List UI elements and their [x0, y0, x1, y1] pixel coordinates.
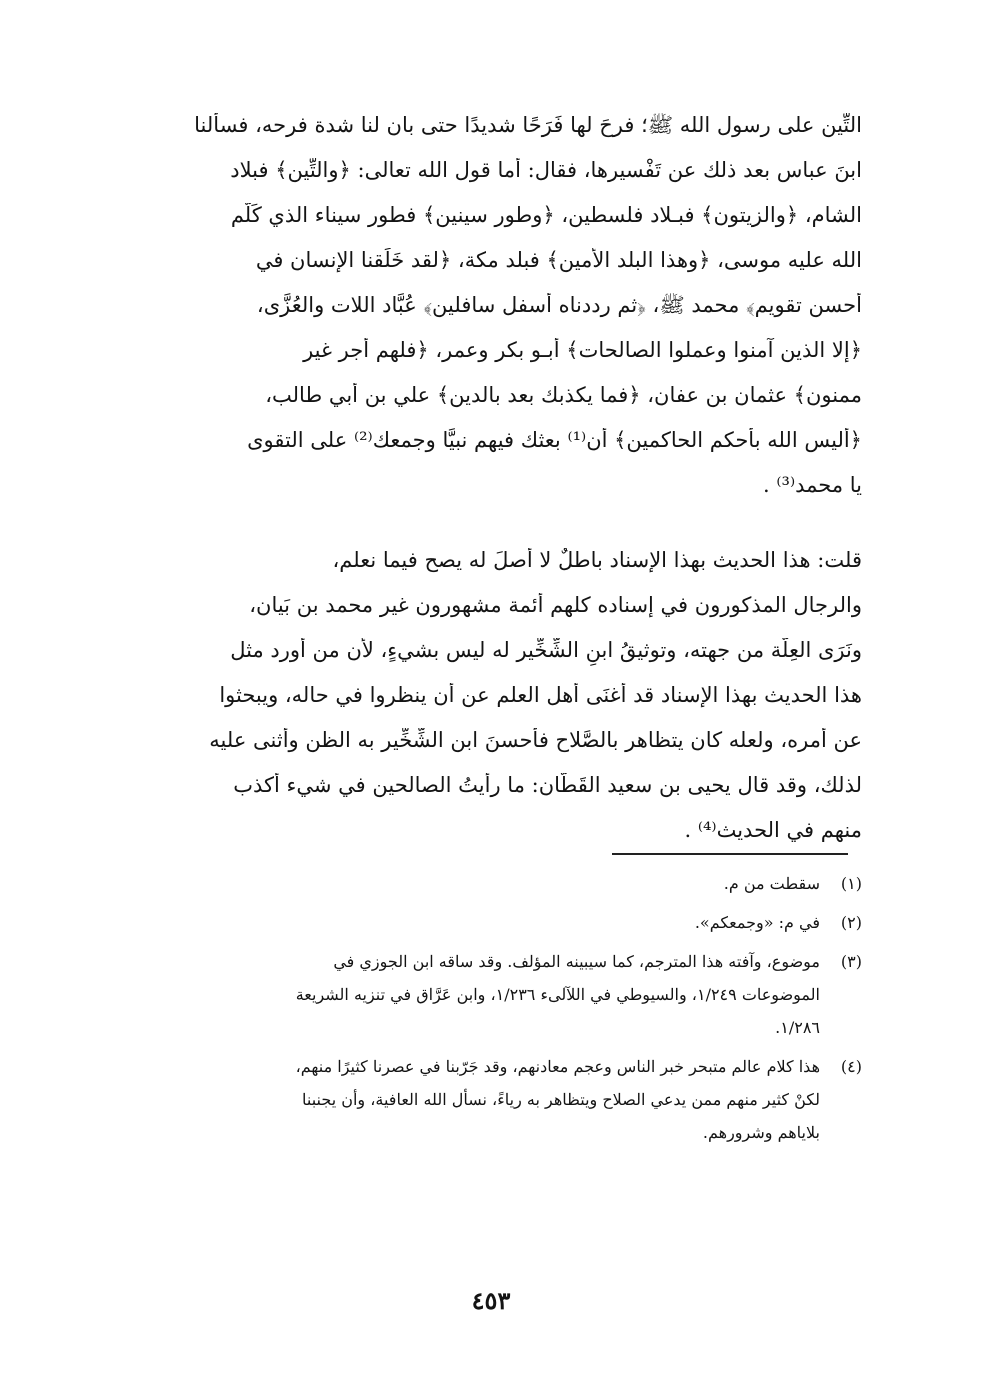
- text-line: والرجال المذكورون في إسناده كلهم أئمة مشهورون غير محمد بن بَيان،: [249, 593, 862, 617]
- footnote-number: (٢): [840, 913, 862, 932]
- footnote-1: [136, 872, 862, 905]
- paragraph-hadith-narration: [130, 113, 862, 518]
- text-line: التِّين على رسول الله ﷺ؛ فرحَ لها فَرَحًا شديدًا حتى بان لنا شدة فرحه، فسألنا: [194, 113, 862, 137]
- text-line: عن أمره، ولعله كان يتظاهر بالصَّلاح فأحسنَ ابن الشِّخِّير به الظن وأثنى عليه: [209, 728, 862, 752]
- paragraph-author-comment: [130, 548, 862, 863]
- footnote-line: موضوع، وآفته هذا المترجم، كما سيبينه المؤلف. وقد ساقه ابن الجوزي في: [333, 952, 820, 971]
- footnote-2: [136, 911, 862, 944]
- footnotes: [136, 872, 862, 1160]
- footnote-number: (١): [840, 874, 862, 893]
- footnote-line: هذا كلام عالم متبحر خبر الناس وعجم معادنهم، وقد جَرّبنا في عصرنا كثيرًا منهم،: [295, 1057, 820, 1076]
- text-line: الشام، ﴿والزيتون﴾ فبـلاد فلسطين، ﴿وطور سينين﴾ فطور سيناء الذي كَلَّم: [230, 203, 862, 227]
- text-line: قلت: هذا الحديث بهذا الإسناد باطلٌ لا أصلَ له يصح فيما نعلم،: [332, 548, 862, 572]
- footnote-number: (٤): [840, 1057, 862, 1076]
- text-line: منهم في الحديث⁽⁴⁾ .: [684, 818, 862, 842]
- text-line: يا محمد⁽³⁾ .: [763, 473, 862, 497]
- footnote-separator: [612, 853, 848, 855]
- footnote-3: [136, 950, 862, 1049]
- text-line: هذا الحديث بهذا الإسناد قد أغنَى أهل العلم عن أن ينظروا في حاله، ويبحثوا: [219, 683, 862, 707]
- footnote-line: في م: «وجمعكم».: [694, 913, 820, 932]
- footnote-line: لكنْ كثير منهم ممن يدعي الصلاح ويتظاهر به رياءً، نسأل الله العافية، وأن يجنبنا: [302, 1090, 820, 1109]
- text-line: ﴿أليس الله بأحكم الحاكمين﴾ أن⁽¹⁾ بعثك فيهم نبيًّا وجمعك⁽²⁾ على التقوى: [247, 428, 862, 452]
- footnote-4: [136, 1055, 862, 1154]
- page-number: ٤٥٣: [471, 1286, 511, 1315]
- footnote-line: ١/٢٨٦.: [775, 1018, 820, 1037]
- text-line: ﴿إلا الذين آمنوا وعملوا الصالحات﴾ أبـو بكر وعمر، ﴿فلهم أجر غير: [303, 338, 862, 362]
- text-line: لذلك، وقد قال يحيى بن سعيد القَطَّان: ما رأيتُ الصالحين في شيء أكذب: [233, 773, 862, 797]
- text-line: ممنون﴾ عثمان بن عفان، ﴿فما يكذبك بعد بالدين﴾ علي بن أبي طالب،: [265, 383, 862, 407]
- footnote-number: (٣): [840, 952, 862, 971]
- footnote-line: سقطت من م.: [723, 874, 820, 893]
- text-line: أحسن تقويم﴾ محمد ﷺ، ﴿ثم رددناه أسفل سافلين﴾ عُبَّاد اللات والعُزَّى،: [256, 293, 862, 317]
- text-line: ونَرَى العِلَّة من جهته، وتوثيقُ ابنِ الشِّخِّير له ليس بشيءٍ، لأن من أورد مثل: [230, 638, 862, 662]
- footnote-line: الموضوعات ١/٢٤٩، والسيوطي في اللآلىء ١/٢٣٦، وابن عَرَّاق في تنزيه الشريعة: [295, 985, 820, 1004]
- footnote-line: بلاياهم وشرورهم.: [702, 1123, 820, 1142]
- text-line: الله عليه موسى، ﴿وهذا البلد الأمين﴾ فبلد مكة، ﴿لقد خَلَقنا الإنسان في: [255, 248, 862, 272]
- text-line: ابنَ عباس بعد ذلك عن تَفْسيرها، فقال: أما قول الله تعالى: ﴿والتِّين﴾ فبلاد: [230, 158, 862, 182]
